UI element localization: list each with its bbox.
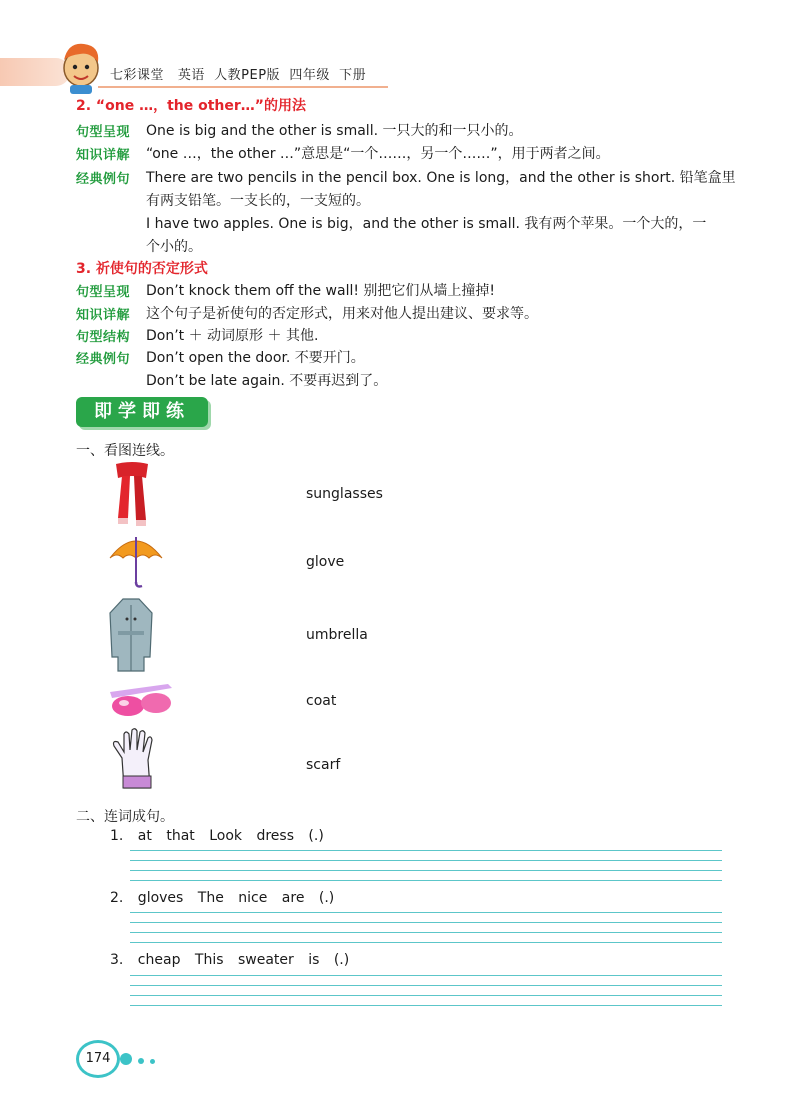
scrambled-sentence: 3. cheap This sweater is (.): [110, 952, 350, 968]
answer-line[interactable]: [130, 1005, 722, 1006]
section2-pattern-text: One is big and the other is small. 一只大的和一只小的。: [146, 123, 523, 139]
section3-label-explain: 知识详解: [76, 308, 131, 323]
match-word: coat: [306, 693, 337, 709]
section2-explain-text: “one …，the other …”意思是“一个……，另一个……”，用于两者之间。: [146, 146, 610, 162]
answer-line[interactable]: [130, 850, 722, 851]
answer-line[interactable]: [130, 995, 722, 996]
answer-line[interactable]: [130, 870, 722, 871]
section2-example-line: 个小的。: [146, 239, 202, 255]
header-title: 七彩课堂 英语 人教PEP版 四年级 下册: [110, 68, 367, 83]
practice-badge: 即学即练: [76, 397, 208, 427]
section2-example-line: 有两支铅笔。一支长的，一支短的。: [146, 193, 370, 209]
glove-picture: [108, 728, 164, 792]
answer-line[interactable]: [130, 880, 722, 881]
match-word: sunglasses: [306, 486, 383, 502]
section2-example-line: I have two apples. One is big，and the other is small. 我有两个苹果。一个大的，一: [146, 216, 707, 232]
decorative-dot-icon: [120, 1053, 132, 1065]
section2-label-examples: 经典例句: [76, 172, 131, 187]
sunglasses-picture: [108, 676, 174, 722]
answer-line[interactable]: [130, 975, 722, 976]
scrambled-sentence: 1. at that Look dress (.): [110, 828, 324, 844]
umbrella-picture: [108, 532, 164, 590]
section3-example-line: Don’t open the door. 不要开门。: [146, 350, 365, 366]
answer-line[interactable]: [130, 932, 722, 933]
section3-example-line: Don’t be late again. 不要再迟到了。: [146, 373, 388, 389]
section3-label-examples: 经典例句: [76, 352, 131, 367]
answer-line[interactable]: [130, 912, 722, 913]
decorative-dot-icon: [138, 1058, 144, 1064]
question1-title: 一、看图连线。: [76, 443, 174, 459]
page-number: 174: [76, 1040, 120, 1078]
answer-line[interactable]: [130, 922, 722, 923]
answer-line[interactable]: [130, 860, 722, 861]
section2-label-explain: 知识详解: [76, 148, 131, 163]
section3-label-structure: 句型结构: [76, 330, 131, 345]
match-word: glove: [306, 554, 345, 570]
section3-structure-text: Don’t ＋ 动词原形 ＋ 其他.: [146, 328, 319, 344]
scarf-picture: [108, 460, 156, 526]
section2-title: 2. “one …，the other…”的用法: [76, 98, 306, 114]
scrambled-sentence: 2. gloves The nice are (.): [110, 890, 335, 906]
match-word: scarf: [306, 757, 341, 773]
coat-picture: [108, 597, 154, 673]
section3-label-pattern: 句型呈现: [76, 285, 131, 300]
match-word: umbrella: [306, 627, 368, 643]
section3-title: 3. 祈使句的否定形式: [76, 261, 208, 277]
section3-pattern-text: Don’t knock them off the wall! 别把它们从墙上撞掉!: [146, 283, 496, 299]
question2-title: 二、连词成句。: [76, 809, 174, 825]
header-underline: [98, 86, 388, 88]
answer-line[interactable]: [130, 942, 722, 943]
answer-line[interactable]: [130, 985, 722, 986]
decorative-dot-icon: [150, 1059, 155, 1064]
section3-explain-text: 这个句子是祈使句的否定形式，用来对他人提出建议、要求等。: [146, 306, 538, 322]
section2-label-pattern: 句型呈现: [76, 125, 131, 140]
section2-example-line: There are two pencils in the pencil box. One is long，and the other is short. 铅笔盒里: [146, 170, 736, 186]
